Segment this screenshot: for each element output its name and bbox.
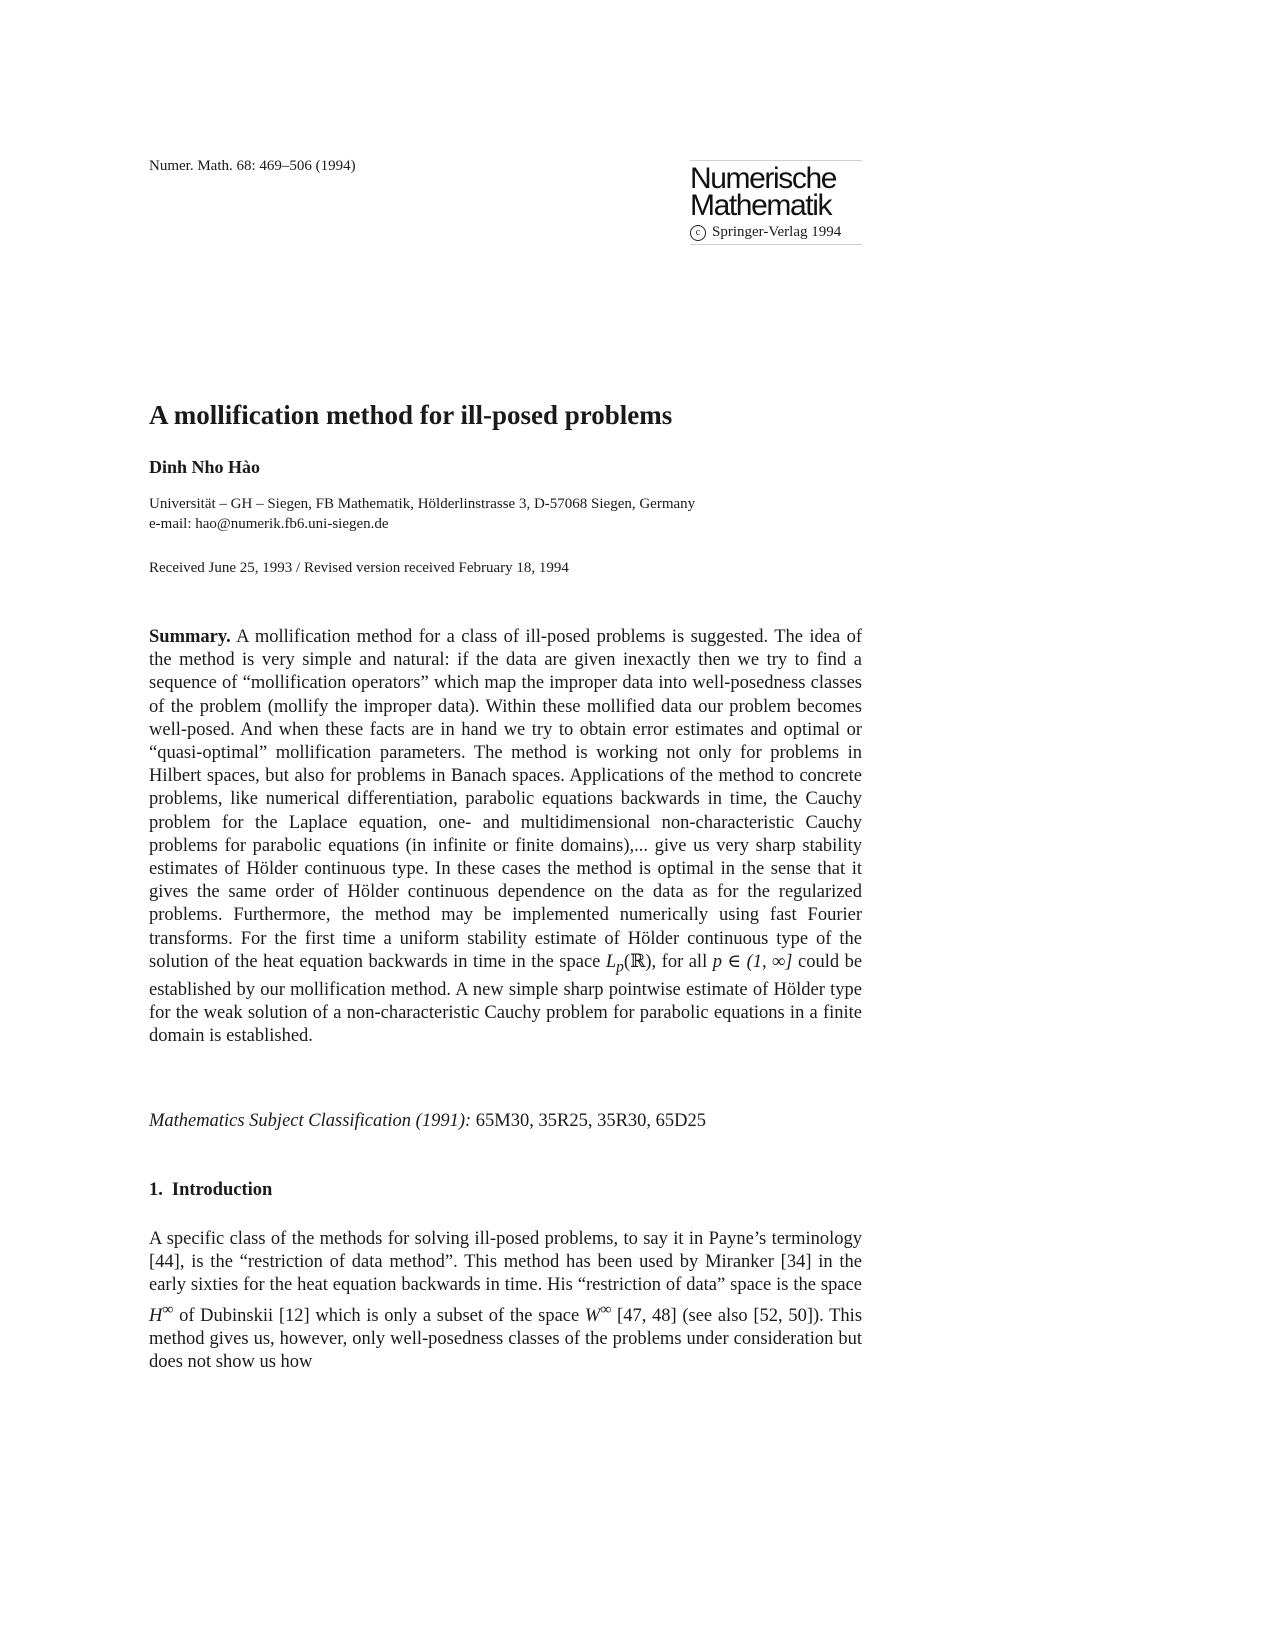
paper-title: A mollification method for ill-posed problems bbox=[149, 400, 673, 430]
journal-logo bbox=[690, 160, 862, 245]
summary-text-c: could be established by our mollification method. A new simple sharp pointwise estimate of Hölder type for the weak solution of a non-characteristic Cauchy problem for parabolic equations in a finite domain is established. bbox=[149, 951, 863, 1047]
section-number: 1. bbox=[149, 1180, 163, 1200]
summary-label: Summary. bbox=[149, 627, 231, 647]
summary-text-a: A mollification method for a class of ill-posed problems is suggested. The idea of the method is very simple and natural: if the data are given inexactly then we try to find a sequence of “mollification operators” which map the improper data into well-posedness classes of the problem (mollify the improper data). Within these mollified data our problem becomes well-posed. And when these facts are in hand we try to obtain error estimates and optimal or “quasi-optimal” mollification parameters. The method is working not only for problems in Hilbert spaces, but also for problems in Banach spaces. Applications of the method to concrete problems, like numerical differentiation, parabolic equations backwards in time, the Cauchy problem for the Laplace equation, one- and multidimensional non-characteristic Cauchy problems for parabolic equations (in infinite or finite domains),... give us very sharp stability estimates of Hölder continuous type. In these cases the method is optimal in the sense that it gives the same order of Hölder continuous dependence on the data as for the regularized problems. Furthermore, the method may be implemented numerically using fast Fourier transforms. For the first time a uniform stability estimate of Hölder continuous type of the solution of the heat equation backwards in time in the space bbox=[149, 627, 863, 972]
intro-text-a: A specific class of the methods for solving ill-posed problems, to say it in Payne’s terminology [44], is the “restriction of data method”. This method has been used by Miranker [34] in the early sixties for the heat equation backwards in time. His “restriction of data” space is the space bbox=[149, 1229, 862, 1296]
copyright-line bbox=[690, 224, 862, 241]
math-lp-argument: (ℝ), bbox=[623, 951, 657, 972]
author-affiliation-block bbox=[149, 494, 695, 534]
msc-label: Mathematics Subject Classification (1991): bbox=[149, 1111, 472, 1131]
author-email: e-mail: hao@numerik.fb6.uni-siegen.de bbox=[149, 516, 389, 532]
math-w-infinity: W∞ bbox=[584, 1300, 612, 1326]
intro-paragraph bbox=[149, 1228, 862, 1374]
author-name: Dinh Nho Hào bbox=[149, 457, 261, 477]
summary-text-b: for all bbox=[661, 951, 708, 972]
journal-name-line2: Mathematik bbox=[690, 189, 832, 222]
journal-name-line1: Numerische bbox=[690, 162, 837, 195]
received-dates: Received June 25, 1993 / Revised version received February 18, 1994 bbox=[149, 560, 569, 576]
math-p-range: p ∈ (1, ∞] bbox=[712, 951, 793, 972]
intro-text-c: [47, 48] (see also [52, 50]). This method gives us, however, only well-posedness classes of the problems under consideration but does not show us how bbox=[149, 1305, 863, 1373]
copyright-icon: c bbox=[690, 225, 706, 241]
summary-paragraph bbox=[149, 626, 862, 1048]
journal-citation: Numer. Math. 68: 469–506 (1994) bbox=[149, 158, 356, 174]
publisher: Springer-Verlag 1994 bbox=[712, 224, 842, 240]
intro-text-b: of Dubinskii [12] which is only a subset of the space bbox=[179, 1305, 580, 1326]
msc-codes: 65M30, 35R25, 35R30, 65D25 bbox=[475, 1111, 707, 1131]
section-title: Introduction bbox=[171, 1180, 273, 1200]
subject-classification bbox=[149, 1111, 706, 1132]
section-heading-introduction bbox=[149, 1180, 272, 1201]
math-h-infinity: H∞ bbox=[149, 1300, 174, 1326]
math-lp-space: $L_p$ bbox=[605, 951, 624, 976]
affiliation: Universität – GH – Siegen, FB Mathematik, Hölderlinstrasse 3, D-57068 Siegen, Germany bbox=[149, 496, 696, 512]
